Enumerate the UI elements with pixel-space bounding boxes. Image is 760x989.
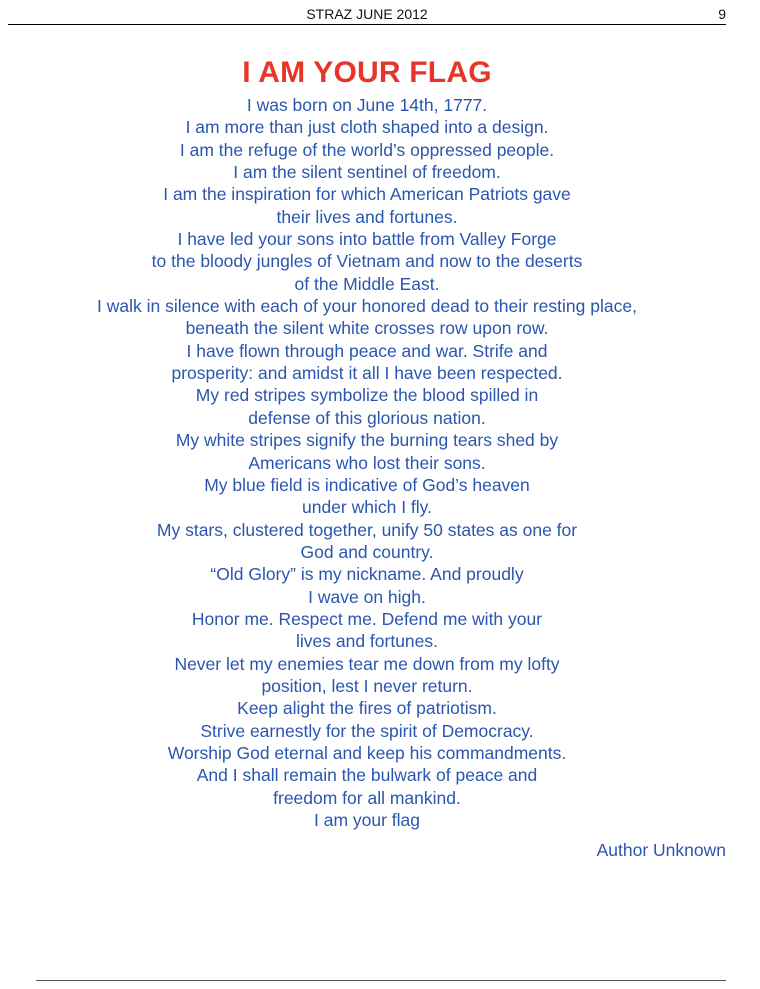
footer-divider	[36, 980, 726, 981]
poem-line: beneath the silent white crosses row upon row.	[185, 318, 549, 339]
poem-line: Worship God eternal and keep his commandments.	[167, 742, 567, 763]
poem-line: position, lest I never return.	[261, 675, 473, 696]
poem-line: Never let my enemies tear me down from my lofty	[174, 653, 560, 674]
poem-line: Keep alight the fires of patriotism.	[237, 698, 497, 719]
poem-line: God and country.	[300, 541, 434, 562]
poem-line: My blue field is indicative of God’s heaven	[204, 474, 530, 495]
poem-line: I am your flag	[313, 810, 421, 830]
poem-body	[0, 94, 734, 831]
poem-line: prosperity: and amidst it all I have been respected.	[171, 363, 563, 384]
poem-line: And I shall remain the bulwark of peace and	[196, 765, 538, 786]
poem-line: I am the inspiration for which American Patriots gave	[163, 184, 571, 205]
page-header	[8, 6, 726, 25]
poem-author: Author Unknown	[596, 840, 726, 860]
poem-line: of the Middle East.	[294, 273, 440, 294]
page-number: 9	[718, 6, 726, 22]
poem-line: to the bloody jungles of Vietnam and now to the deserts	[151, 251, 583, 272]
poem-line: lives and fortunes.	[295, 631, 439, 652]
poem-line: under which I fly.	[301, 497, 432, 518]
poem-title: I AM YOUR FLAG	[242, 56, 492, 89]
poem-line: I am the silent sentinel of freedom.	[233, 162, 501, 183]
poem-line: I have led your sons into battle from Valley Forge	[177, 229, 557, 250]
poem-line: I was born on June 14th, 1777.	[246, 95, 488, 115]
poem-line: My red stripes symbolize the blood spilled in	[195, 385, 539, 406]
poem-line: “Old Glory” is my nickname. And proudly	[210, 564, 524, 585]
poem-line: I am the refuge of the world’s oppressed people.	[179, 139, 555, 160]
poem-line: defense of this glorious nation.	[248, 407, 486, 428]
poem-line: I walk in silence with each of your honored dead to their resting place,	[97, 296, 637, 317]
poem-line: Americans who lost their sons.	[248, 452, 486, 473]
poem-line: My white stripes signify the burning tears shed by	[175, 430, 559, 451]
publication-title: STRAZ JUNE 2012	[306, 6, 428, 22]
poem-line: My stars, clustered together, unify 50 states as one for	[156, 519, 578, 540]
poem-line: I have flown through peace and war. Strife and	[186, 340, 548, 361]
poem-line: I wave on high.	[308, 586, 426, 607]
poem-line: I am more than just cloth shaped into a design.	[185, 117, 549, 138]
poem-line: Strive earnestly for the spirit of Democracy.	[200, 720, 534, 741]
poem-line: their lives and fortunes.	[276, 206, 458, 227]
poem-line: freedom for all mankind.	[273, 787, 461, 808]
poem-line: Honor me. Respect me. Defend me with your	[191, 608, 543, 629]
